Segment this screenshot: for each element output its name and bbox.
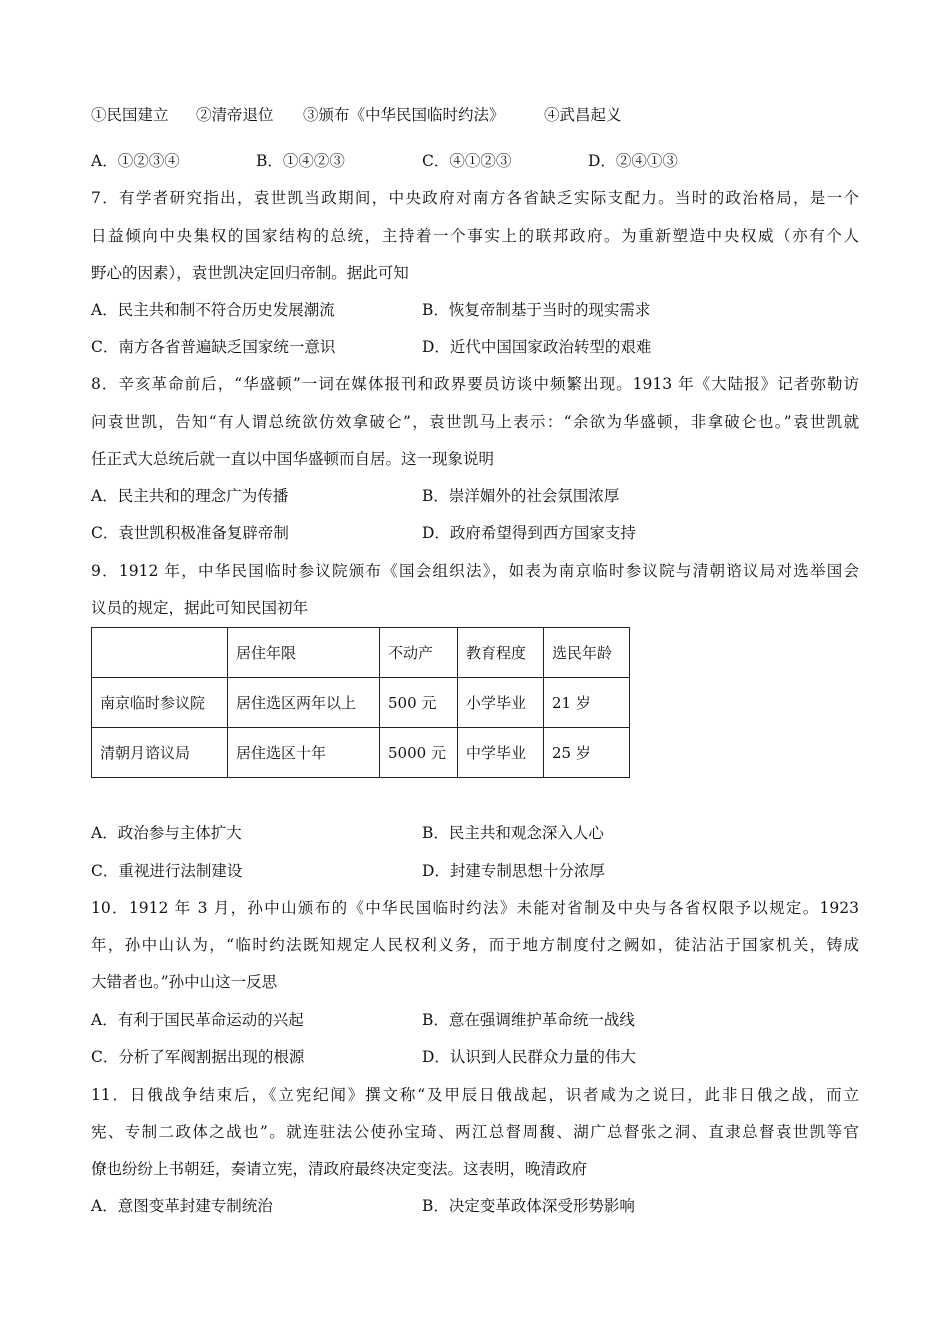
table-row: [92, 678, 630, 728]
table-row: [92, 728, 630, 778]
q11-stem-line-1: 11．日俄战争结束后，《立宪纪闻》撰文称“及甲辰日俄战起，识者咸为之说曰，此非日俄之战，而立: [91, 1086, 859, 1104]
q11-stem-line-3: 僚也纷纷上书朝廷，奏请立宪，清政府最终决定变法。这表明，晚清政府: [91, 1160, 588, 1178]
table-cell: 小学毕业: [458, 678, 544, 728]
table-header-cell: [92, 628, 228, 678]
q7-option-a[interactable]: A．民主共和制不符合历史发展潮流: [91, 301, 335, 319]
q6-option-d[interactable]: D．②④①③: [588, 152, 678, 170]
q9-option-d[interactable]: D．封建专制思想十分浓厚: [422, 862, 605, 880]
table-header-cell: 居住年限: [228, 628, 380, 678]
q9-stem-line-1: 9．1912 年，中华民国临时参议院颁布《国会组织法》，如表为南京临时参议院与清朝谘议局对选举国会: [91, 562, 859, 580]
q8-stem-line-2: 问袁世凯，告知“有人谓总统欲仿效拿破仑”，袁世凯马上表示：“余欲为华盛顿，非拿破仑也。”袁世凯就: [91, 413, 859, 431]
q8-option-a[interactable]: A．民主共和的理念广为传播: [91, 487, 289, 505]
event-item-4: ④武昌起义: [544, 106, 622, 124]
table-cell: 21 岁: [544, 678, 630, 728]
table-header-cell: 教育程度: [458, 628, 544, 678]
q7-option-d[interactable]: D．近代中国国家政治转型的艰难: [422, 338, 652, 356]
q6-option-b[interactable]: B．①④②③: [256, 152, 345, 170]
q6-option-c[interactable]: C．④①②③: [422, 152, 512, 170]
q9-option-a[interactable]: A．政治参与主体扩大: [91, 824, 242, 842]
q11-option-a[interactable]: A．意图变革封建专制统治: [91, 1197, 273, 1215]
table-cell: 清朝月谘议局: [92, 728, 228, 778]
table-cell: 25 岁: [544, 728, 630, 778]
q10-stem-line-1: 10．1912 年 3 月，孙中山颁布的《中华民国临时约法》未能对省制及中央与各省权限予以规定。1923: [91, 899, 859, 917]
q7-stem-line-3: 野心的因素），袁世凯决定回归帝制。据此可知: [91, 264, 409, 282]
table-header-cell: 不动产: [380, 628, 458, 678]
q8-stem-line-3: 任正式大总统后就一直以中国华盛顿而自居。这一现象说明: [91, 450, 495, 468]
q6-option-a[interactable]: A．①②③④: [91, 152, 180, 170]
table-cell: 居住选区十年: [228, 728, 380, 778]
q8-option-b[interactable]: B．崇洋媚外的社会氛围浓厚: [422, 487, 620, 505]
event-item-3: ③颁布《中华民国临时约法》: [303, 106, 505, 124]
q7-stem-line-1: 7．有学者研究指出，袁世凯当政期间，中央政府对南方各省缺乏实际支配力。当时的政治格局，是一个: [91, 189, 859, 207]
table-header-cell: 选民年龄: [544, 628, 630, 678]
q7-option-c[interactable]: C．南方各省普遍缺乏国家统一意识: [91, 338, 336, 356]
table-cell: 中学毕业: [458, 728, 544, 778]
q11-option-b[interactable]: B．决定变革政体深受形势影响: [422, 1197, 635, 1215]
election-rules-table: [91, 627, 630, 778]
table-header-row: [92, 628, 630, 678]
q8-option-c[interactable]: C．袁世凯积极准备复辟帝制: [91, 524, 289, 542]
q10-option-a[interactable]: A．有利于国民革命运动的兴起: [91, 1011, 304, 1029]
q9-stem-line-2: 议员的规定，据此可知民国初年: [91, 599, 309, 617]
q10-stem-line-3: 大错者也。”孙中山这一反思: [91, 973, 278, 991]
q9-option-b[interactable]: B．民主共和观念深入人心: [422, 824, 604, 842]
q7-option-b[interactable]: B．恢复帝制基于当时的现实需求: [422, 301, 651, 319]
event-item-2: ②清帝退位: [196, 106, 274, 124]
q9-option-c[interactable]: C．重视进行法制建设: [91, 862, 243, 880]
table-cell: 南京临时参议院: [92, 678, 228, 728]
q10-option-d[interactable]: D．认识到人民群众力量的伟大: [422, 1048, 636, 1066]
q10-stem-line-2: 年，孙中山认为，“临时约法既知规定人民权利义务，而于地方制度付之阙如，徒沾沾于国家机关，铸成: [91, 936, 859, 954]
event-item-1: ①民国建立: [91, 106, 169, 124]
table-cell: 500 元: [380, 678, 458, 728]
q8-option-d[interactable]: D．政府希望得到西方国家支持: [422, 524, 636, 542]
q10-option-b[interactable]: B．意在强调维护革命统一战线: [422, 1011, 635, 1029]
q7-stem-line-2: 日益倾向中央集权的国家结构的总统，主持着一个事实上的联邦政府。为重新塑造中央权威（亦有个人: [91, 227, 859, 245]
table-cell: 5000 元: [380, 728, 458, 778]
q10-option-c[interactable]: C．分析了军阀割据出现的根源: [91, 1048, 305, 1066]
table-cell: 居住选区两年以上: [228, 678, 380, 728]
q11-stem-line-2: 宪、专制二政体之战也”。就连驻法公使孙宝琦、两江总督周馥、湖广总督张之洞、直隶总督袁世凯等官: [91, 1123, 859, 1141]
q8-stem-line-1: 8．辛亥革命前后，“华盛顿”一词在媒体报刊和政界要员访谈中频繁出现。1913 年《大陆报》记者弥勒访: [91, 375, 859, 393]
